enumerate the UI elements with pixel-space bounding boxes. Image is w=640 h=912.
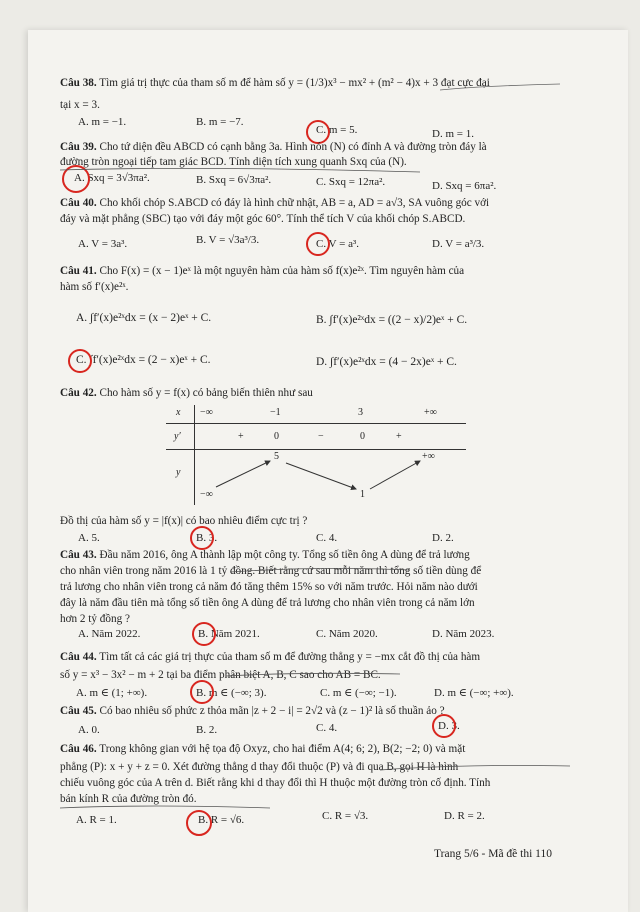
underline-mark bbox=[230, 568, 410, 572]
option-a[interactable]: A. Sxq = 3√3πa². bbox=[74, 172, 150, 184]
option-a[interactable]: A. m = −1. bbox=[78, 116, 127, 128]
x-value: +∞ bbox=[424, 407, 437, 418]
option-a[interactable]: A. 0. bbox=[78, 724, 100, 736]
question-number: Câu 46. bbox=[60, 743, 97, 755]
sign: + bbox=[396, 431, 402, 442]
option-a[interactable]: A. m ∈ (1; +∞). bbox=[76, 687, 148, 699]
option-b[interactable]: B. Năm 2021. bbox=[198, 628, 260, 640]
option-c[interactable]: C. m ∈ (−∞; −1). bbox=[320, 687, 397, 699]
underline-mark bbox=[60, 806, 270, 808]
page-footer: Trang 5/6 - Mã đề thi 110 bbox=[434, 848, 552, 860]
option-a[interactable]: A. Năm 2022. bbox=[78, 628, 141, 640]
question-43-line: đây là năm đầu tiên mà tổng số tiền ông A dùng để trả lương cho nhân viên trong cả năm lớn bbox=[60, 597, 475, 609]
row-y-label: y bbox=[176, 467, 181, 478]
option-b[interactable]: B. V = √3a³/3. bbox=[196, 234, 260, 246]
question-text: Cho hàm số y = f(x) có bảng biến thiên như sau bbox=[99, 387, 313, 399]
question-text: Trong không gian với hệ tọa độ Oxyz, cho hai điểm A(4; 6; 2), B(2; −2; 0) và mặt bbox=[99, 743, 466, 755]
question-number: Câu 39. bbox=[60, 141, 97, 153]
question-number: Câu 38. bbox=[60, 77, 97, 89]
underline-mark bbox=[380, 766, 570, 771]
sign: 0 bbox=[360, 431, 365, 442]
question-text: Cho khối chóp S.ABCD có đáy là hình chữ nhật, AB = a, AD = a√3, SA vuông góc với bbox=[99, 197, 490, 209]
option-a[interactable]: A. 5. bbox=[78, 532, 100, 544]
option-d[interactable]: D. 2. bbox=[432, 532, 454, 544]
question-39-line2: đường tròn ngoại tiếp tam giác BCD. Tính diện tích xung quanh Sxq của (N). bbox=[60, 156, 407, 168]
question-text: Có bao nhiêu số phức z thỏa mãn |z + 2 − i| = 2√2 và (z − 1)² là số thuần ảo ? bbox=[99, 705, 445, 717]
y-value: 5 bbox=[274, 451, 279, 462]
y-value: −∞ bbox=[200, 489, 213, 500]
option-d[interactable]: D. Năm 2023. bbox=[432, 628, 495, 640]
option-b[interactable]: B. 2. bbox=[196, 724, 218, 736]
option-c[interactable]: C. ∫f′(x)e²ˣdx = (2 − x)eˣ + C. bbox=[76, 354, 211, 366]
option-d[interactable]: D. 3. bbox=[438, 720, 460, 732]
sign: + bbox=[238, 431, 244, 442]
option-d[interactable]: D. V = a³/3. bbox=[432, 238, 485, 250]
option-c[interactable]: C. V = a³. bbox=[316, 238, 360, 250]
option-c[interactable]: C. Năm 2020. bbox=[316, 628, 378, 640]
question-number: Câu 44. bbox=[60, 651, 97, 663]
option-b[interactable]: B. R = √6. bbox=[198, 814, 245, 826]
question-text: Tìm tất cả các giá trị thực của tham số m để đường thẳng y = −mx cắt đồ thị của hàm bbox=[99, 651, 481, 663]
question-number: Câu 45. bbox=[60, 705, 97, 717]
question-text: Tìm giá trị thực của tham số m để hàm số y = (1/3)x³ − mx² + (m² − 4)x + 3 đạt cực đại bbox=[99, 77, 490, 89]
question-40-line2: đáy và mặt phẳng (SBC) tạo với đáy một góc 60°. Tính thể tích V của khối chóp S.ABCD. bbox=[60, 213, 466, 225]
question-43-line: hơn 2 tỷ đồng ? bbox=[60, 613, 130, 625]
x-value: 3 bbox=[358, 407, 363, 418]
question-41-line2: hàm số f′(x)e²ˣ. bbox=[60, 281, 129, 293]
question-44-line2: số y = x³ − 3x² − m + 2 tại ba điểm phân biệt A, B, C sao cho AB = BC. bbox=[60, 669, 381, 681]
option-d[interactable]: D. ∫f′(x)e²ˣdx = (4 − 2x)eˣ + C. bbox=[316, 356, 457, 368]
option-d[interactable]: D. R = 2. bbox=[444, 810, 485, 822]
option-b[interactable]: B. 3. bbox=[196, 532, 218, 544]
question-38-line2: tại x = 3. bbox=[60, 99, 100, 111]
question-number: Câu 41. bbox=[60, 265, 97, 277]
option-c[interactable]: C. Sxq = 12πa². bbox=[316, 176, 386, 188]
option-c[interactable]: C. m = 5. bbox=[316, 124, 358, 136]
option-d[interactable]: D. Sxq = 6πa². bbox=[432, 180, 497, 192]
row-yprime-label: y′ bbox=[174, 431, 181, 442]
question-43-line: cho nhân viên trong năm 2016 là 1 tỷ đồng. Biết rằng cứ sau mỗi năm thì tổng số tiền dùng để bbox=[60, 565, 482, 577]
x-value: −∞ bbox=[200, 407, 213, 418]
option-b[interactable]: B. m ∈ (−∞; 3). bbox=[196, 687, 267, 699]
sign: − bbox=[318, 431, 324, 442]
y-value: +∞ bbox=[422, 451, 435, 462]
x-value: −1 bbox=[270, 407, 281, 418]
question-42-ask: Đồ thị của hàm số y = |f(x)| có bao nhiêu điểm cực trị ? bbox=[60, 515, 308, 527]
option-b[interactable]: B. m = −7. bbox=[196, 116, 244, 128]
question-text: Cho tứ diện đều ABCD có cạnh bằng 3a. Hình nón (N) có đỉnh A và đường tròn đáy là bbox=[99, 141, 487, 153]
option-a[interactable]: A. R = 1. bbox=[76, 814, 117, 826]
row-x-label: x bbox=[176, 407, 181, 418]
question-43-line: trả lương cho nhân viên trong cả năm đó tăng thêm 15% so với năm trước. Hỏi năm nào dưới bbox=[60, 581, 478, 593]
underline-mark bbox=[440, 84, 560, 90]
option-d[interactable]: D. m ∈ (−∞; +∞). bbox=[434, 687, 514, 699]
option-a[interactable]: A. ∫f′(x)e²ˣdx = (x − 2)eˣ + C. bbox=[76, 312, 212, 324]
question-46-line: phẳng (P): x + y + z = 0. Xét đường thẳng d thay đổi thuộc (P) và đi qua B, gọi H là hình bbox=[60, 761, 459, 773]
option-c[interactable]: C. R = √3. bbox=[322, 810, 369, 822]
question-46-line: chiếu vuông góc của A trên d. Biết rằng khi d thay đổi thì H thuộc một đường tròn cố định. Tính bbox=[60, 777, 491, 789]
option-b[interactable]: B. Sxq = 6√3πa². bbox=[196, 174, 272, 186]
option-c[interactable]: C. 4. bbox=[316, 532, 338, 544]
underline-mark bbox=[60, 168, 420, 172]
question-text: Đầu năm 2016, ông A thành lập một công ty. Tổng số tiền ông A dùng để trả lương bbox=[99, 549, 470, 561]
question-text: Cho F(x) = (x − 1)eˣ là một nguyên hàm của hàm số f(x)e²ˣ. Tìm nguyên hàm của bbox=[99, 265, 465, 277]
option-d[interactable]: D. m = 1. bbox=[432, 128, 474, 140]
sign: 0 bbox=[274, 431, 279, 442]
question-number: Câu 43. bbox=[60, 549, 97, 561]
question-number: Câu 40. bbox=[60, 197, 97, 209]
question-number: Câu 42. bbox=[60, 387, 97, 399]
y-value: 1 bbox=[360, 489, 365, 500]
underline-mark bbox=[226, 673, 400, 676]
option-a[interactable]: A. V = 3a³. bbox=[78, 238, 128, 250]
option-b[interactable]: B. ∫f′(x)e²ˣdx = ((2 − x)/2)eˣ + C. bbox=[316, 314, 468, 326]
question-46-line: bán kính R của đường tròn đó. bbox=[60, 793, 197, 805]
option-c[interactable]: C. 4. bbox=[316, 722, 338, 734]
